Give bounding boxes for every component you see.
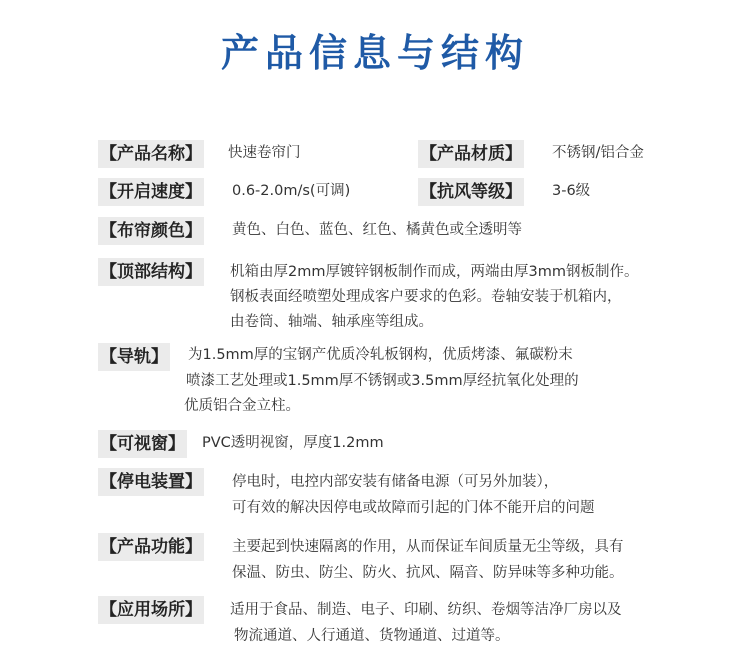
- label-guide-rail: 【导轨】: [98, 343, 170, 371]
- label-curtain-color: 【布帘颜色】: [98, 217, 204, 245]
- label-wind-rating: 【抗风等级】: [418, 178, 524, 206]
- value-power-failure-2: 可有效的解决因停电或故障而引起的门体不能开启的问题: [232, 500, 595, 516]
- value-speed: 0.6-2.0m/s(可调): [232, 183, 351, 199]
- value-application-2: 物流通道、人行通道、货物通道、过道等。: [234, 628, 510, 644]
- label-product-name: 【产品名称】: [98, 140, 204, 168]
- label-application: 【应用场所】: [98, 596, 204, 624]
- label-speed: 【开启速度】: [98, 178, 204, 206]
- value-window: PVC透明视窗，厚度1.2mm: [202, 435, 384, 451]
- page-title: 产品信息与结构: [220, 31, 529, 75]
- value-application-1: 适用于食品、制造、电子、印刷、纺织、卷烟等洁净厂房以及: [230, 602, 622, 618]
- value-function-2: 保温、防虫、防尘、防火、抗风、隔音、防异味等多种功能。: [232, 565, 624, 581]
- value-guide-rail-3: 优质铝合金立柱。: [184, 398, 300, 414]
- value-top-structure-2: 钢板表面经喷塑处理成客户要求的色彩。卷轴安装于机箱内，: [230, 289, 622, 305]
- value-guide-rail-1: 为1.5mm厚的宝钢产优质冷轧板钢构，优质烤漆、氟碳粉末: [188, 347, 573, 363]
- label-material: 【产品材质】: [418, 140, 524, 168]
- value-wind-rating: 3-6级: [552, 183, 591, 199]
- label-window: 【可视窗】: [98, 430, 187, 458]
- value-material: 不锈钢/铝合金: [552, 145, 644, 161]
- value-power-failure-1: 停电时，电控内部安装有储备电源（可另外加装），: [232, 474, 559, 490]
- value-function-1: 主要起到快速隔离的作用，从而保证车间质量无尘等级，具有: [232, 539, 624, 555]
- value-top-structure-3: 由卷筒、轴端、轴承座等组成。: [230, 314, 433, 330]
- label-power-failure: 【停电装置】: [98, 468, 204, 496]
- value-guide-rail-2: 喷漆工艺处理或1.5mm厚不锈钢或3.5mm厚经抗氧化处理的: [186, 373, 579, 389]
- label-function: 【产品功能】: [98, 533, 204, 561]
- value-curtain-color: 黄色、白色、蓝色、红色、橘黄色或全透明等: [232, 222, 522, 238]
- value-top-structure-1: 机箱由厚2mm厚镀锌钢板制作而成，两端由厚3mm钢板制作。: [230, 264, 639, 280]
- label-top-structure: 【顶部结构】: [98, 258, 204, 286]
- value-product-name: 快速卷帘门: [228, 145, 301, 161]
